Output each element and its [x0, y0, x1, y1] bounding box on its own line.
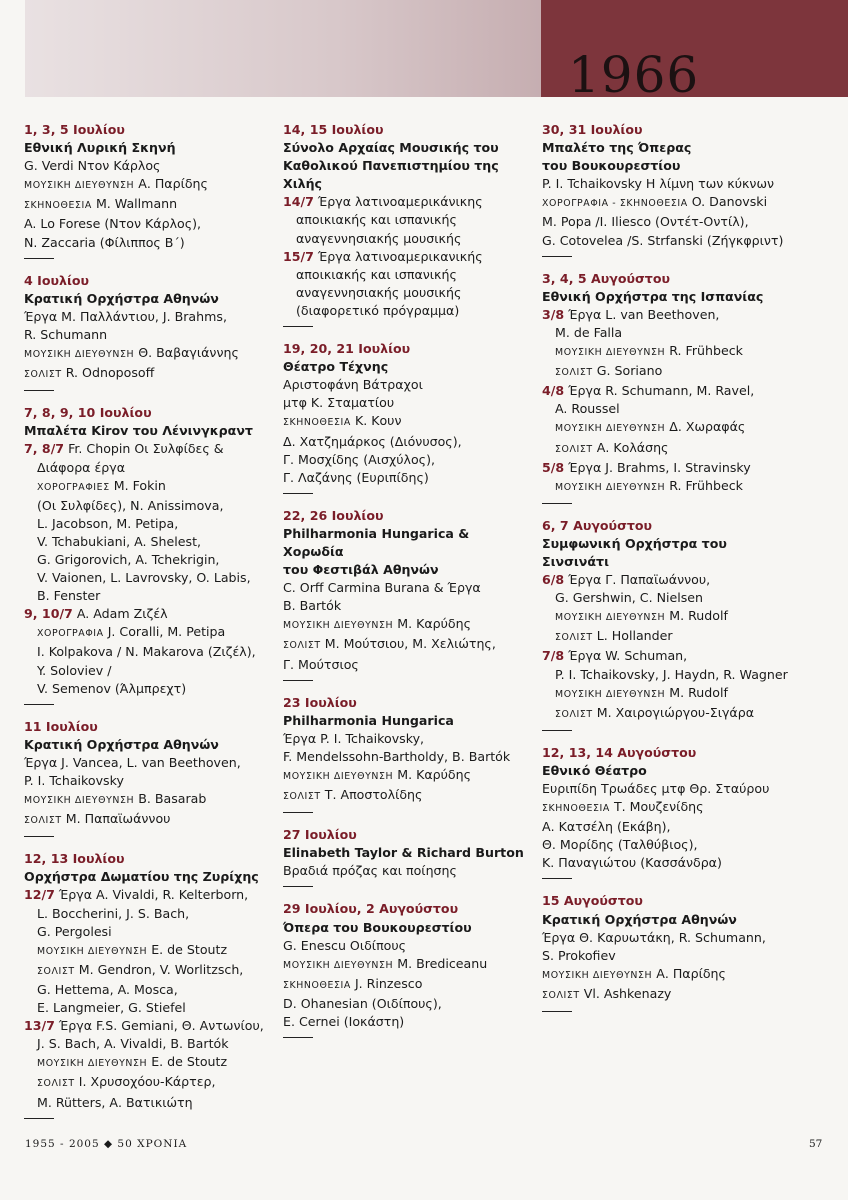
event-venue: Συμφωνική Ορχήστρα του Σινσινάτι — [542, 535, 727, 569]
line-text: E. Langmeier, G. Stiefel — [37, 1000, 186, 1016]
role-label: ΣΟΛΙΣΤ — [283, 640, 321, 652]
line-text: R. Schumann — [24, 326, 108, 342]
line-text: M. Wallmann — [95, 196, 178, 212]
program-line — [283, 635, 531, 655]
line-text: Έργα λατινοαμερικάνικης — [317, 194, 483, 210]
program-line — [542, 589, 790, 607]
program-line — [542, 213, 790, 231]
role-label: ΣΟΛΙΣΤ — [24, 815, 62, 827]
event-entry — [283, 826, 531, 887]
program-line — [283, 302, 531, 320]
program-line — [24, 440, 272, 458]
program-line — [24, 459, 272, 477]
program-line — [24, 157, 272, 175]
program-line — [283, 284, 531, 302]
sub-date: 12/7 — [24, 887, 55, 903]
program-line — [24, 981, 272, 999]
line-text: F. Mendelssohn-Bartholdy, B. Bartók — [283, 748, 511, 764]
program-line — [24, 772, 272, 790]
line-text: Έργα J. Vancea, L. van Beethoven, — [24, 754, 241, 770]
event-entry — [24, 718, 272, 838]
line-text: Έργα Μ. Παλλάντιου, J. Brahms, — [24, 308, 227, 324]
role-label: ΜΟΥΣΙΚΗ ΔΙΕΥΘΥΝΣΗ — [555, 688, 666, 700]
program-line — [24, 344, 272, 364]
role-label: ΣΟΛΙΣΤ — [283, 791, 321, 803]
program-line — [283, 579, 531, 597]
program-line — [24, 643, 272, 661]
program-line — [24, 1073, 272, 1093]
sub-date: 6/8 — [542, 572, 565, 588]
line-text: P. I. Tchaikovsky Η λίμνη των κύκνων — [542, 176, 775, 192]
event-entry — [24, 121, 272, 259]
event-dates: 4 Ιουλίου — [24, 272, 90, 288]
event-venue: του Βουκουρεστίου — [542, 158, 681, 174]
line-text: M. Popa /I. Iliesco (Οντέτ-Οντίλ), — [542, 214, 749, 230]
event-dates: 6, 7 Αυγούστου — [542, 517, 653, 533]
role-label: ΜΟΥΣΙΚΗ ΔΙΕΥΘΥΝΣΗ — [24, 795, 135, 807]
program-line — [542, 418, 790, 438]
program-line — [24, 905, 272, 923]
line-text: L. Hollander — [596, 628, 673, 644]
line-text: J. S. Bach, A. Vivaldi, B. Bartók — [37, 1036, 229, 1052]
line-text: Έργα R. Schumann, M. Ravel, — [568, 383, 755, 399]
role-label: ΣΟΛΙΣΤ — [555, 708, 593, 720]
line-text: L. Boccherini, J. S. Bach, — [37, 905, 190, 921]
line-text: M. Brediceanu — [397, 955, 488, 971]
event-venue: Philharmonia Hungarica — [283, 712, 454, 728]
program-line — [283, 748, 531, 766]
line-text: Έργα F.S. Gemiani, Θ. Αντωνίου, — [58, 1018, 264, 1034]
program-line — [542, 477, 790, 497]
line-text: G. Cotovelea /S. Strfanski (Ζήγκφριντ) — [542, 232, 784, 248]
line-text: Έργα W. Schuman, — [568, 648, 688, 664]
line-text: Fr. Chopin Οι Συλφίδες & — [68, 441, 224, 457]
program-line — [283, 193, 531, 211]
line-text: Γ. Λαζάνης (Ευριπίδης) — [283, 469, 429, 485]
sub-date: 15/7 — [283, 248, 314, 264]
role-label: ΣΚΗΝΟΘΕΣΙΑ — [283, 417, 351, 429]
program-line — [24, 662, 272, 680]
line-text: J. Rinzesco — [354, 975, 423, 991]
program-line — [542, 836, 790, 854]
role-label: ΣΟΛΙΣΤ — [555, 443, 593, 455]
program-line — [24, 195, 272, 215]
program-line — [542, 324, 790, 342]
line-text: G. Enescu Οιδίπους — [283, 937, 407, 953]
year-heading: 1966 — [568, 46, 700, 104]
event-venue: Κρατική Ορχήστρα Αθηνών — [24, 290, 219, 306]
event-venue: Εθνικό Θέατρο — [542, 762, 647, 778]
line-text: Έργα P. I. Tchaikovsky, — [283, 730, 425, 746]
program-line — [24, 810, 272, 830]
line-text: M. de Falla — [555, 324, 623, 340]
event-dates: 12, 13 Ιουλίου — [24, 851, 125, 867]
event-venue: Εθνική Ορχήστρα της Ισπανίας — [542, 288, 764, 304]
program-line — [542, 400, 790, 418]
event-venue: Εθνική Λυρική Σκηνή — [24, 140, 176, 156]
program-column-1 — [24, 121, 272, 1132]
program-line — [542, 647, 790, 665]
line-text: L. Jacobson, M. Petipa, — [37, 515, 179, 531]
line-text: Έργα λατινοαμερικανικής — [317, 248, 483, 264]
line-text: Έργα Θ. Καρυωτάκη, R. Schumann, — [542, 929, 766, 945]
program-line — [283, 862, 531, 880]
line-text: Κ. Κουν — [354, 413, 402, 429]
program-line — [283, 266, 531, 284]
line-text: D. Ohanesian (Οιδίπους), — [283, 995, 442, 1011]
program-line — [24, 234, 272, 252]
program-line — [542, 780, 790, 798]
line-text: B. Fenster — [37, 588, 101, 604]
program-line — [24, 1094, 272, 1112]
event-dates: 7, 8, 9, 10 Ιουλίου — [24, 405, 152, 421]
program-line — [283, 766, 531, 786]
line-text: Αριστοφάνη Βάτραχοι — [283, 377, 423, 393]
program-line — [283, 975, 531, 995]
line-text: Κ. Παναγιώτου (Κασσάνδρα) — [542, 855, 722, 871]
event-entry — [542, 892, 790, 1012]
line-text: Μ. Μούτσιου, Μ. Χελιώτης, — [324, 636, 496, 652]
sub-date: 5/8 — [542, 459, 565, 475]
event-dates: 29 Ιουλίου, 2 Αυγούστου — [283, 901, 459, 917]
program-line — [24, 364, 272, 384]
line-text: B. Bartók — [283, 598, 342, 614]
program-line — [24, 605, 272, 623]
event-venue: Μπαλέτα Kirov του Λένινγκραντ — [24, 423, 253, 439]
program-line — [283, 433, 531, 451]
event-venue: Σύνολο Αρχαίας Μουσικής του — [283, 140, 499, 156]
role-label: ΜΟΥΣΙΚΗ ΔΙΕΥΘΥΝΣΗ — [37, 1058, 148, 1070]
program-line — [24, 999, 272, 1017]
program-line — [542, 929, 790, 947]
line-text: Γ. Μοσχίδης (Αισχύλος), — [283, 451, 435, 467]
program-line — [24, 533, 272, 551]
role-label: ΜΟΥΣΙΚΗ ΔΙΕΥΘΥΝΣΗ — [555, 612, 666, 624]
role-label: ΜΟΥΣΙΚΗ ΔΙΕΥΘΥΝΣΗ — [283, 771, 394, 782]
line-text: Έργα Γ. Παπαϊωάννου, — [568, 572, 711, 588]
program-line — [283, 469, 531, 487]
page-number: 57 — [809, 1138, 823, 1150]
program-line — [24, 215, 272, 233]
event-venue: του Φεστιβάλ Αθηνών — [283, 562, 439, 578]
line-text: E. de Stoutz — [151, 1054, 228, 1070]
role-label: ΣΟΛΙΣΤ — [24, 369, 62, 381]
program-line — [283, 1013, 531, 1031]
line-text: Τ. Μουζενίδης — [613, 799, 704, 815]
program-line — [542, 175, 790, 193]
event-venue: Elinabeth Taylor & Richard Burton — [283, 845, 524, 861]
line-text: P. I. Tchaikovsky — [24, 773, 124, 788]
line-text: M. Rütters, Α. Βατικιώτη — [37, 1094, 193, 1110]
program-line — [542, 666, 790, 684]
line-text: Διάφορα έργα — [37, 459, 126, 475]
event-entry — [283, 900, 531, 1038]
sub-date: 7/8 — [542, 648, 565, 664]
program-line — [24, 308, 272, 326]
line-text: S. Prokofiev — [542, 947, 616, 963]
line-text: Έργα A. Vivaldi, R. Kelterborn, — [58, 887, 249, 903]
program-line — [542, 232, 790, 250]
role-label: ΜΟΥΣΙΚΗ ΔΙΕΥΘΥΝΣΗ — [555, 481, 666, 493]
role-label: ΣΚΗΝΟΘΕΣΙΑ — [542, 803, 610, 815]
line-text: J. Coralli, M. Petipa — [107, 624, 226, 640]
role-label: ΜΟΥΣΙΚΗ ΔΙΕΥΘΥΝΣΗ — [542, 969, 653, 981]
line-text: R. Frühbeck — [669, 477, 743, 493]
role-label: ΣΟΛΙΣΤ — [555, 367, 593, 379]
program-line — [24, 1035, 272, 1053]
program-line — [24, 569, 272, 587]
event-dates: 22, 26 Ιουλίου — [283, 507, 384, 523]
line-text: C. Orff Carmina Burana & Έργα — [283, 580, 481, 596]
line-text: Α. Παρίδης — [138, 176, 208, 192]
program-line — [24, 497, 272, 515]
program-line — [542, 571, 790, 589]
line-text: Έργα J. Brahms, I. Stravinsky — [568, 459, 751, 475]
program-line — [24, 1053, 272, 1073]
line-text: αποικιακής και ισπανικής — [296, 266, 457, 282]
program-line — [24, 477, 272, 497]
event-entry — [283, 340, 531, 494]
line-text: (Οι Συλφίδες), N. Anissimova, — [37, 497, 224, 513]
line-text: αποικιακής και ισπανικής — [296, 212, 457, 228]
event-venue: Θέατρο Τέχνης — [283, 359, 389, 375]
line-text: Μ. Καρύδης — [397, 767, 471, 782]
sub-date: 9, 10/7 — [24, 606, 73, 622]
sub-date: 4/8 — [542, 383, 565, 399]
line-text: (διαφορετικό πρόγραμμα) — [296, 302, 460, 318]
line-text: αναγεννησιακής μουσικής — [296, 284, 462, 300]
program-line — [24, 326, 272, 344]
role-label: ΜΟΥΣΙΚΗ ΔΙΕΥΘΥΝΣΗ — [283, 959, 394, 971]
event-dates: 23 Ιουλίου — [283, 694, 357, 710]
line-text: Ι. Χρυσοχόου-Κάρτερ, — [78, 1074, 216, 1090]
program-line — [283, 248, 531, 266]
event-dates: 30, 31 Ιουλίου — [542, 122, 643, 137]
event-dates: 3, 4, 5 Αυγούστου — [542, 270, 670, 286]
line-text: Α. Παρίδης — [656, 965, 726, 981]
program-line — [542, 439, 790, 459]
event-entry — [542, 121, 790, 257]
role-label: ΜΟΥΣΙΚΗ ΔΙΕΥΘΥΝΣΗ — [37, 945, 148, 957]
program-line — [24, 515, 272, 533]
line-text: V. Semenov (Άλμπρεχτ) — [37, 680, 187, 696]
event-entry — [542, 744, 790, 880]
event-venue: Μπαλέτο της Όπερας — [542, 140, 692, 156]
line-text: Μ. Καρύδης — [397, 616, 471, 632]
event-dates: 15 Αυγούστου — [542, 893, 643, 909]
program-line — [283, 211, 531, 229]
role-label: ΧΟΡΟΓΡΑΦΙΑ - ΣΚΗΝΟΘΕΣΙΑ — [542, 198, 688, 210]
line-text: G. Hettema, A. Mosca, — [37, 981, 178, 997]
header-band — [25, 0, 541, 97]
line-text: O. Danovski — [691, 194, 768, 210]
role-label: ΣΚΗΝΟΘΕΣΙΑ — [283, 979, 351, 991]
program-line — [542, 193, 790, 213]
program-line — [542, 362, 790, 382]
program-line — [24, 961, 272, 981]
line-text: E. de Stoutz — [151, 941, 228, 957]
line-text: A. Adam Ζιζέλ — [76, 606, 168, 622]
program-line — [24, 175, 272, 195]
line-text: G. Grigorovich, A. Tchekrigin, — [37, 551, 220, 567]
program-line — [283, 995, 531, 1013]
program-line — [283, 597, 531, 615]
line-text: Μ. Χαιρογιώργου-Σιγάρα — [596, 704, 755, 720]
program-line — [24, 1017, 272, 1035]
program-line — [283, 730, 531, 748]
line-text: Δ. Χατζημάρκος (Διόνυσος), — [283, 433, 462, 449]
event-dates: 12, 13, 14 Αυγούστου — [542, 744, 697, 760]
line-text: G. Verdi Ντον Κάρλος — [24, 158, 161, 174]
program-line — [542, 627, 790, 647]
line-text: Τ. Αποστολίδης — [324, 787, 423, 803]
program-line — [542, 382, 790, 400]
event-entry — [24, 404, 272, 705]
event-entry — [283, 694, 531, 814]
event-venue: Κρατική Ορχήστρα Αθηνών — [24, 736, 219, 752]
line-text: A. Lo Forese (Ντον Κάρλος), — [24, 216, 202, 232]
event-entry — [24, 272, 272, 392]
sub-date: 13/7 — [24, 1018, 55, 1034]
line-text: Ευριπίδη Τρωάδες μτφ Θρ. Σταύρου — [542, 781, 770, 796]
role-label: ΜΟΥΣΙΚΗ ΔΙΕΥΘΥΝΣΗ — [283, 620, 394, 632]
line-text: A. Roussel — [555, 401, 620, 417]
line-text: αναγεννησιακής μουσικής — [296, 230, 462, 246]
program-line — [24, 941, 272, 961]
line-text: Γ. Μούτσιος — [283, 656, 359, 672]
line-text: μτφ Κ. Σταματίου — [283, 395, 395, 411]
line-text: Vl. Ashkenazy — [583, 985, 672, 1001]
program-line — [24, 754, 272, 772]
program-line — [542, 965, 790, 985]
program-column-2 — [283, 121, 531, 1051]
role-label: ΜΟΥΣΙΚΗ ΔΙΕΥΘΥΝΣΗ — [24, 349, 135, 361]
program-line — [542, 854, 790, 872]
line-text: Y. Soloviev / — [37, 662, 112, 678]
sub-date: 7, 8/7 — [24, 441, 65, 457]
event-venue: Philharmonia Hungarica & Χορωδία — [283, 525, 470, 559]
program-line — [24, 790, 272, 810]
role-label: ΣΚΗΝΟΘΕΣΙΑ — [24, 200, 92, 212]
sub-date: 14/7 — [283, 194, 314, 210]
line-text: Μ. Παπαϊωάννου — [65, 811, 171, 827]
program-line — [542, 306, 790, 324]
program-line — [24, 623, 272, 643]
program-line — [283, 230, 531, 248]
program-line — [542, 818, 790, 836]
program-line — [283, 937, 531, 955]
program-line — [283, 412, 531, 432]
line-text: M. Gendron, V. Worlitzsch, — [78, 961, 244, 977]
program-line — [542, 947, 790, 965]
program-line — [542, 342, 790, 362]
program-line — [283, 615, 531, 635]
event-venue: Ορχήστρα Δωματίου της Ζυρίχης — [24, 869, 259, 885]
program-line — [542, 704, 790, 724]
program-line — [24, 680, 272, 698]
event-dates: 14, 15 Ιουλίου — [283, 122, 384, 137]
line-text: Έργα L. van Beethoven, — [568, 306, 720, 322]
line-text: Θ. Μορίδης (Ταλθύβιος), — [542, 837, 698, 853]
program-line — [283, 656, 531, 674]
role-label: ΜΟΥΣΙΚΗ ΔΙΕΥΘΥΝΣΗ — [555, 423, 666, 435]
event-entry — [24, 850, 272, 1118]
program-line — [283, 394, 531, 412]
event-dates: 19, 20, 21 Ιουλίου — [283, 341, 411, 357]
program-line — [283, 786, 531, 806]
line-text: G. Gershwin, C. Nielsen — [555, 590, 704, 606]
event-venue: Κρατική Ορχήστρα Αθηνών — [542, 911, 737, 927]
line-text: Α. Κατσέλη (Εκάβη), — [542, 819, 671, 835]
role-label: ΜΟΥΣΙΚΗ ΔΙΕΥΘΥΝΣΗ — [24, 180, 135, 192]
event-dates: 11 Ιουλίου — [24, 718, 98, 734]
line-text: I. Kolpakova / N. Makarova (Ζιζέλ), — [37, 644, 256, 660]
line-text: Θ. Βαβαγιάννης — [138, 345, 239, 361]
program-line — [283, 451, 531, 469]
line-text: N. Zaccaria (Φίλιππος Β΄) — [24, 234, 185, 250]
line-text: R. Frühbeck — [669, 343, 743, 359]
line-text: G. Soriano — [596, 363, 663, 379]
program-line — [542, 607, 790, 627]
line-text: B. Basarab — [138, 791, 207, 807]
program-line — [24, 551, 272, 569]
event-entry — [283, 121, 531, 327]
event-dates: 1, 3, 5 Ιουλίου — [24, 122, 125, 137]
line-text: V. Vaionen, L. Lavrovsky, O. Labis, — [37, 570, 251, 586]
program-line — [542, 985, 790, 1005]
line-text: Α. Κολάσης — [596, 439, 669, 455]
line-text: Δ. Χωραφάς — [669, 419, 746, 435]
program-line — [24, 587, 272, 605]
program-line — [542, 459, 790, 477]
line-text: M. Rudolf — [669, 684, 728, 700]
program-line — [542, 798, 790, 818]
line-text: M. Rudolf — [669, 608, 728, 624]
footer-anniversary: 1955 - 2005 ◆ 50 ΧΡΟΝΙΑ — [25, 1138, 188, 1150]
sub-date: 3/8 — [542, 306, 565, 322]
role-label: ΣΟΛΙΣΤ — [37, 1078, 75, 1090]
line-text: E. Cernei (Ιοκάστη) — [283, 1014, 405, 1030]
line-text: P. I. Tchaikovsky, J. Haydn, R. Wagner — [555, 666, 788, 682]
program-line — [542, 684, 790, 704]
line-text: M. Fokin — [113, 477, 166, 493]
line-text: G. Pergolesi — [37, 923, 112, 939]
event-entry — [542, 517, 790, 731]
event-venue: Καθολικού Πανεπιστημίου της Χιλής — [283, 158, 499, 192]
event-entry — [283, 507, 531, 681]
role-label: ΧΟΡΟΓΡΑΦΙΑ — [37, 628, 104, 640]
role-label: ΜΟΥΣΙΚΗ ΔΙΕΥΘΥΝΣΗ — [555, 347, 666, 359]
program-line — [283, 955, 531, 975]
program-column-3 — [542, 121, 790, 1025]
line-text: R. Odnoposoff — [65, 365, 155, 381]
role-label: ΧΟΡΟΓΡΑΦΙΕΣ — [37, 481, 110, 493]
program-line — [24, 886, 272, 904]
line-text: V. Tchabukiani, A. Shelest, — [37, 533, 202, 549]
role-label: ΣΟΛΙΣΤ — [555, 632, 593, 644]
event-dates: 27 Ιουλίου — [283, 827, 357, 843]
role-label: ΣΟΛΙΣΤ — [37, 965, 75, 977]
program-line — [283, 376, 531, 394]
role-label: ΣΟΛΙΣΤ — [542, 989, 580, 1001]
line-text: Βραδιά πρόζας και ποίησης — [283, 863, 457, 879]
event-venue: Όπερα του Βουκουρεστίου — [283, 919, 472, 935]
event-entry — [542, 270, 790, 504]
program-line — [24, 923, 272, 941]
